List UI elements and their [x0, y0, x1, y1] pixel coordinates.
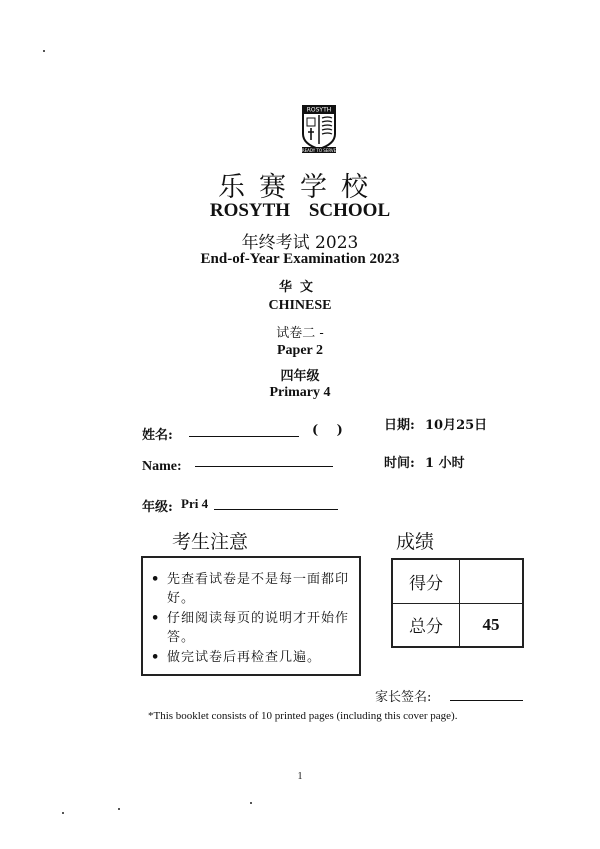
notice-title: 考生注意 [172, 531, 249, 553]
index-number-paren: ( ) [312, 423, 343, 438]
school-name-chinese: 乐赛学校 [218, 172, 382, 203]
subject-english: CHINESE [268, 298, 332, 313]
scan-speck [118, 808, 120, 810]
notice-item: • 仔细阅读每页的说明才开始作答。 [167, 609, 351, 647]
class-label: 年级: [142, 500, 173, 515]
class-value: Pri 4 [181, 496, 209, 511]
notice-item: • 先查看试卷是不是每一面都印好。 [167, 570, 351, 608]
date-label: 日期: [384, 418, 415, 433]
svg-text:ROSYTH: ROSYTH [306, 106, 332, 114]
score-title: 成绩 [396, 531, 435, 553]
score-value-obtained[interactable] [460, 559, 524, 603]
notice-box [141, 556, 361, 676]
notice-list [143, 558, 359, 667]
name-cn-label: 姓名: [142, 428, 173, 443]
score-row-obtained [392, 559, 523, 603]
parent-signature-label: 家长签名: [375, 690, 432, 705]
school-name-english: ROSYTH SCHOOL [209, 200, 391, 221]
page-number: 1 [297, 771, 303, 782]
scan-speck [62, 812, 64, 814]
class-line[interactable] [214, 509, 338, 510]
parent-signature-line[interactable] [450, 700, 523, 701]
level-english: Primary 4 [269, 385, 331, 400]
exam-title-chinese: 年终考试 2023 [241, 233, 359, 253]
score-label: 得分 [392, 559, 460, 603]
level-chinese: 四年级 [280, 369, 320, 384]
school-crest-logo [298, 104, 340, 154]
exam-title-english: End-of-Year Examination 2023 [200, 251, 400, 267]
name-en-line[interactable] [195, 466, 333, 467]
paper-chinese: 试卷二 - [276, 326, 324, 341]
scan-speck [43, 50, 45, 52]
time-label: 时间: [384, 456, 415, 471]
score-value-total: 45 [460, 603, 524, 647]
score-table [391, 558, 524, 648]
scan-speck [250, 802, 252, 804]
time-value: 1 小时 [425, 456, 465, 471]
score-row-total [392, 603, 523, 647]
booklet-footnote: *This booklet consists of 10 printed pages (including this cover page). [148, 710, 458, 722]
subject-chinese: 华文 [278, 280, 321, 295]
name-cn-line[interactable] [189, 436, 299, 437]
date-value: 10月25日 [425, 418, 488, 433]
svg-text:READY TO SERVE: READY TO SERVE [301, 148, 337, 153]
score-label: 总分 [392, 603, 460, 647]
notice-item: • 做完试卷后再检查几遍。 [167, 648, 351, 667]
paper-english: Paper 2 [276, 343, 323, 358]
name-en-label: Name: [142, 459, 182, 474]
